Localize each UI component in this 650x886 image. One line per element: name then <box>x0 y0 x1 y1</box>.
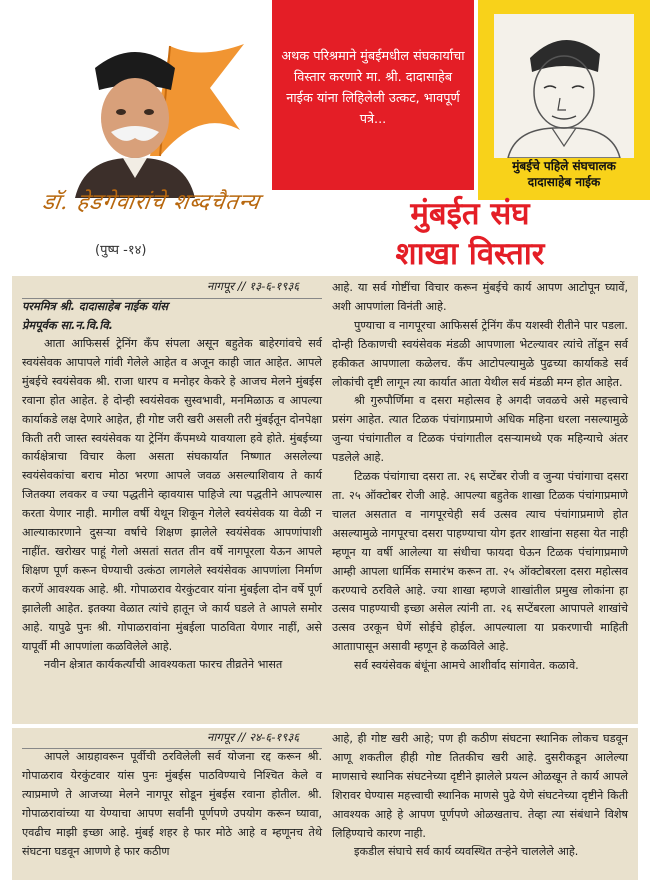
letter-1-panel <box>12 276 638 724</box>
letter-2-left-column <box>22 748 322 861</box>
sketch-caption-line1: मुंबईचे पहिले संघचालक <box>512 159 616 173</box>
paragraph: पुण्याचा व नागपूरचा आफिसर्स ट्रेनिंग कँप यशस्वी रीतीने पार पडला. दोन्ही ठिकाणची स्वयंसेवक मंडळी आपणाला भेटल्यावर त्यांचे तोंडून सर्व हकीकत आपणाला कळेलच. कँप आटोपल्यामुळे पुढच्या कार्याकडे सर्व लोकांची दृष्टी लागून त्या कार्यात आता येथील सर्व मंडळी मग्न होत आहेत. <box>332 318 628 389</box>
paragraph: आपले आग्रहावरून पूर्वीची ठरविलेली सर्व योजना रद्द करून श्री. गोपाळराव येरकुंटवार यांस पुनः मुंबईस पाठविण्याचे निश्चित केले व त्याप्रमाणे ते आजच्या मेलने नागपूर सोडून मुंबईस रवाना होतील. श्री. गोपाळरावांच्या या येण्याचा आपण सर्वांनी पूर्णपणे उपयोग करून घ्यावा, एवढीच माझी इच्छा आहे. मुंबई शहर हे फार मोठे आहे व म्हणूनच तेथे संघटना घडवून आणणे हे फार कठीण <box>22 750 322 858</box>
letter-2-panel <box>12 728 638 880</box>
intro-box <box>272 0 474 190</box>
paragraph: आहे. या सर्व गोष्टींचा विचार करून मुंबईचे कार्य आपण आटोपून घ्यावें, अशी आपणांला विनंती आहे. <box>332 281 628 313</box>
letter-2-right-column <box>332 730 628 862</box>
paragraph: इकडील संघाचे सर्व कार्य व्यवस्थित तऱ्हेने चाललेले आहे. <box>354 845 579 859</box>
page-title <box>300 194 640 274</box>
letter-1-dateline: नागपूर // १३-६-१९३६ <box>207 279 300 293</box>
paragraph: आहे, ही गोष्ट खरी आहे; पण ही कठीण संघटना स्थानिक लोकच घडवून आणू शकतील हीही गोष्ट तितकीच खरी आहे. दुसरीकडून आलेल्या माणसाचे स्थानिक संघटनेच्या दृष्टीने झालेले प्रयत्न ओळखून ते कार्य आपले शिरावर घेण्यास महत्त्वाची स्थानिक माणसे पुढे येणे संघटनेच्या दृष्टीने किती आवश्यक आहे हे आपण पूर्णपणे ओळखताच. तेव्हा त्या संबंधाने विशेष लिहिण्याचे कारण नाही. <box>332 732 628 840</box>
salutation-line1: परममित्र श्री. दादासाहेब नाईक यांस <box>22 300 169 313</box>
letter-1-salutation <box>22 298 322 335</box>
paragraph: नवीन क्षेत्रात कार्यकर्त्यांची आवश्यकता फारच तीव्रतेने भासत <box>44 658 283 672</box>
hedgewar-portrait-icon <box>65 28 205 198</box>
letter-2-dateline: नागपूर // २४-६-१९३६ <box>207 730 300 744</box>
paragraph: टिळक पंचांगाचा दसरा ता. २६ सप्टेंबर रोजी व जुन्या पंचांगाचा दसरा ता. २५ ऑक्टोबर रोजी आहे. आपल्या बहुतेक शाखा टिळक पंचांगाप्रमाणे चालत असतात व नागपूरचेही सर्व उत्सव त्याच पंचांगाप्रमाणे होत असल्यामुळे नागपूरचा दसरा पाहण्याचा योग इतर शाखांना सहसा येत नाही म्हणून या वर्षी आलेल्या या संधीचा फायदा घेऊन टिळक पंचांगाप्रमाणे आम्ही आपला धार्मिक समारंभ करून ता. २५ ऑक्टोबरला दसरा महोत्सव करण्याचे ठरविले आहे. ज्या शाखा म्हणजे शाखांतील प्रमुख लोकांना हा उत्सव पाहण्याची इच्छा असेल त्यांनी ता. २६ सप्टेंबरला आपापले शाखांचे उत्सव उरकून घेणें सोईचे होईल. आपल्याला या प्रकरणाची माहिती आताापासून असावी म्हणून हे कळविले आहे. <box>332 470 628 654</box>
page-title-line2: शाखा विस्तार <box>395 236 545 272</box>
sketch-box <box>478 0 650 200</box>
letter-1-left-column <box>22 298 322 675</box>
naik-sketch-icon <box>494 14 634 158</box>
sketch-caption <box>478 158 650 190</box>
sketch-caption-line2: दादासाहेब नाईक <box>527 175 601 189</box>
series-number: (पुष्प -१४) <box>95 243 147 258</box>
paragraph: श्री गुरुपौर्णिमा व दसरा महोत्सव हे अगदी जवळचे असे महत्त्वाचे प्रसंग आहेत. त्यात टिळक पंचांगाप्रमाणे अधिक महिना धरला नसल्यामुळे जुन्या पंचांगातील व टिळक पंचांगातील दसऱ्यामध्ये एक महिन्याचे अंतर पडलेले आहे. <box>332 394 628 465</box>
page-title-line1: मुंबईत संघ <box>410 196 530 232</box>
paragraph: सर्व स्वयंसेवक बंधूंना आमचे आशीर्वाद सांगावेत. कळावे. <box>354 659 579 673</box>
series-title: डॉ. हेडगेवारांचे शब्दचैतन्य <box>40 190 262 215</box>
sketch-frame <box>494 14 634 158</box>
paragraph: आता आफिसर्स ट्रेनिंग कँप संपला असून बहुतेक बाहेरगांवचे सर्व स्वयंसेवक आपापले गांवी गेलेले आहेत व अजून काही जात आहेत. आपले मुंबईचे स्वयंसेवक श्री. राजा धारप व मनोहर केकरे हे आजच मेलने मुंबईस रवाना होत आहेत. हे दोन्ही स्वयंसेवक सुस्वभावी, मनमिळाऊ व आपल्या कार्याकडे लक्ष देणारे आहेत, ही गोष्ट जरी खरी असली तरी मुंबईतून दोनपेक्षा किती तरी जास्त स्वयंसेवक या ट्रेनिंग कँपमध्ये यावयाला हवे होते. मुंबईच्या कार्यक्षेत्राचा विचार केला असता संघकार्यात निष्णात असलेल्या स्वयंसेवकांचा बराच मोठा भरणा आपले जवळ असल्याशिवाय ते कार्य जितक्या लवकर व ज्या पद्धतीने व्हावयास पाहिजे त्या पद्धतीने आपल्यास करता येणार नाही. मागील वर्षी येथून शिकून गेलेले स्वयंसेवक या वेळी न आल्याकारणाने दुसऱ्या वर्षाचे शिक्षण झालेले स्वयंसेवक आपणांपाशी नाहींत. खरोखर पाहूं गेलो असतां सतत तीन वर्षे नागपूरला येऊन आपले शिक्षण पूर्ण करून घेण्याची उत्कंठा लागलेले स्वयंसेवक आपणांला निर्माण करणें आवश्यक आहे. श्री. गोपाळराव येरकुंटवार यांना मुंबईला दोन वर्षे पूर्ण झालेली आहेत. इतक्या वेळात त्यांचे हातून जे कार्य घडले ते आपले समोर आहे. यापुढे पुनः श्री. गोपाळरावांना मुंबईला पाठविता येणार नाहीं, असे यापूर्वी मी आपणांला कळविलेले आहे. <box>22 337 322 653</box>
intro-text: अथक परिश्रमाने मुंबईमधील संघकार्याचा विस्तार करणारे मा. श्री. दादासाहेब नाईक यांना लिहिलेली उत्कट, भावपूर्ण पत्रे... <box>281 49 465 127</box>
salutation-line2: प्रेमपूर्वक सा.न.वि.वि. <box>22 318 113 332</box>
page-header <box>0 0 650 275</box>
letter-1-right-column <box>332 279 628 676</box>
series-logo <box>10 8 270 215</box>
